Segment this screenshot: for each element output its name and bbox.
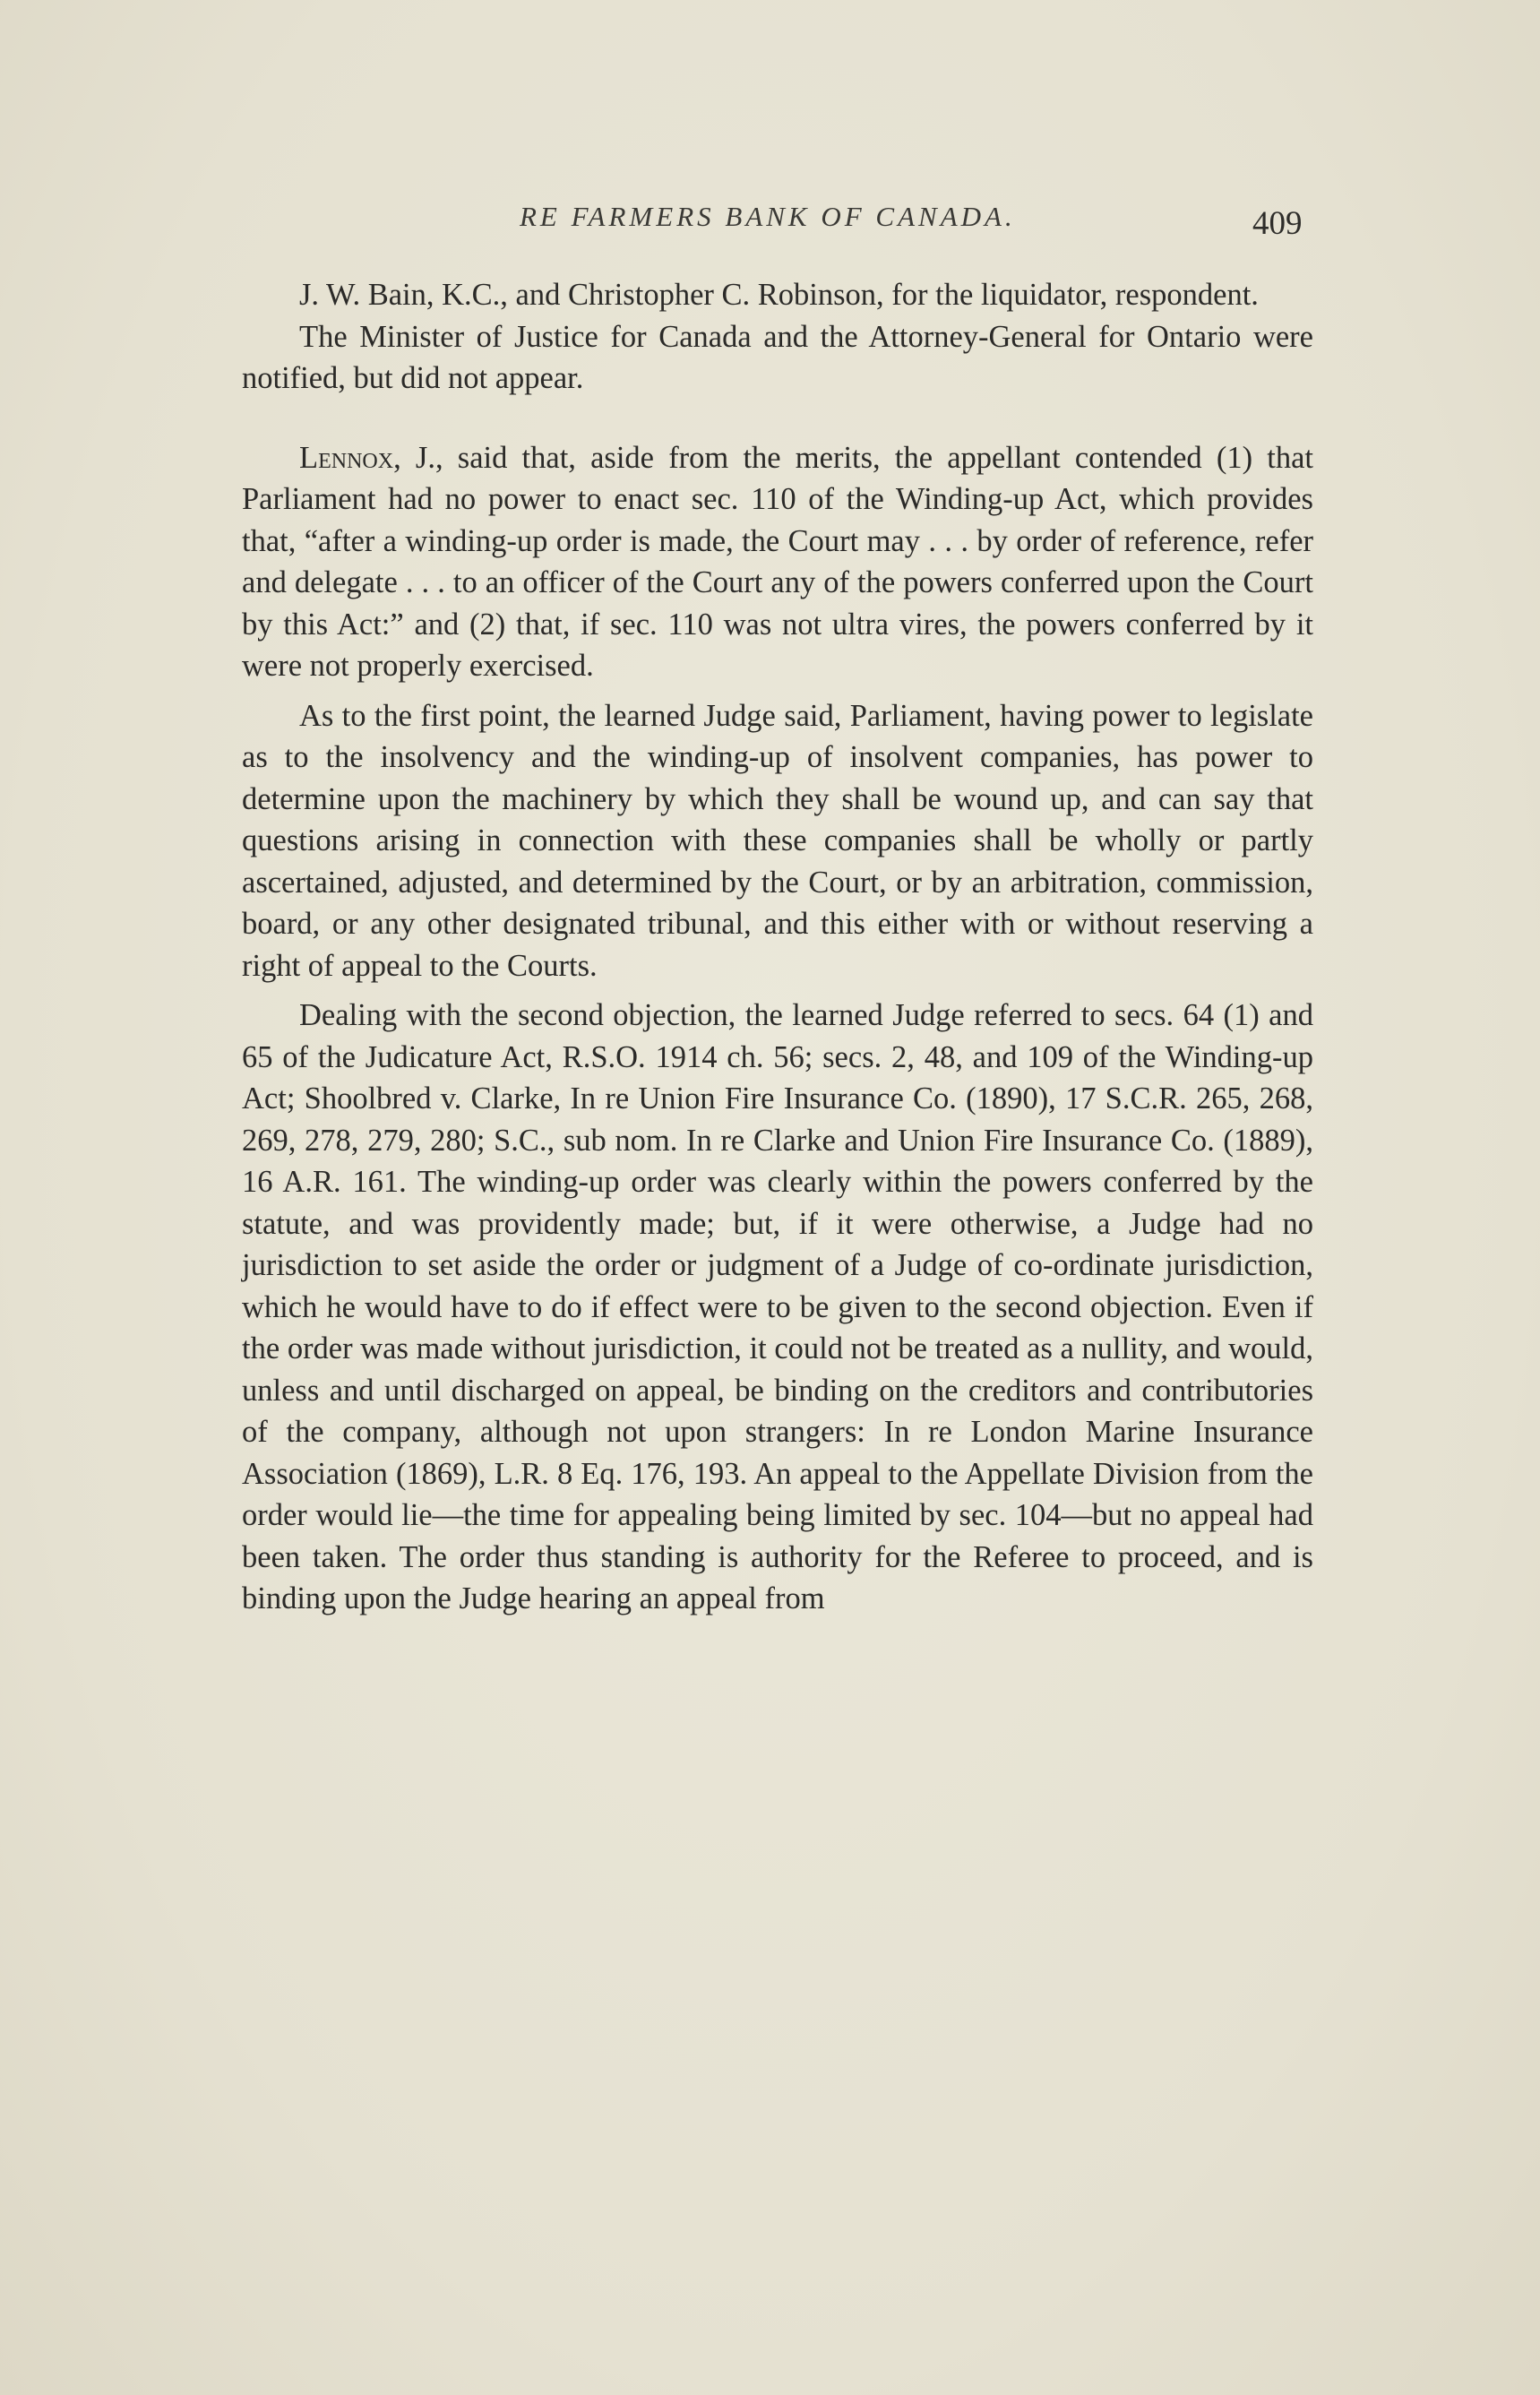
- judge-name: Lennox: [299, 440, 394, 475]
- body-text: [242, 274, 1313, 1620]
- second-objection-text: Dealing with the second objection, the learned Judge referred to secs. 64 (1) and 65 of the Judicature Act, R.S.O. 1914 ch. 56; secs. 2, 48, and 109 of the Winding-up Act; Shoolbred v. Clarke, In re Union Fire Insurance Co. (1890), 17 S.C.R. 265, 268, 269, 278, 279, 280; S.C., sub nom. In re Clarke and Union Fire Insurance Co. (1889), 16 A.R. 161. The winding-up order was clearly within the powers conferred by the statute, and was providently made; but, if it were otherwise, a Judge had no jurisdiction to set aside the order or judgment of a Judge of co-ordinate jurisdiction, which he would have to do if effect were to be given to the second objection. Even if the order was made without jurisdiction, it could not be treated as a nullity, and would, unless and until discharged on appeal, be binding on the creditors and contributories of the company, although not upon strangers: In re London Marine Insurance Association (1869), L.R. 8 Eq. 176, 193. An appeal to the Appellate Division from the order would lie—the time for appealing being limited by sec. 104—but no appeal had been taken. The order thus standing is authority for the Referee to proceed, and is binding upon the Judge hearing an appeal from: [242, 998, 1313, 1615]
- running-head: [0, 192, 1540, 242]
- running-title: RE FARMERS BANK OF CANADA.: [520, 201, 1016, 232]
- judgment-opening-text: , J., said that, aside from the merits, the appellant contended (1) that Parliament had no power to enact sec. 110 of the Winding-up Act, which provides that, “after a winding-up order is made, the Court may . . . by order of reference, refer and delegate . . . to an officer of the Court any of the powers conferred upon the Court by this Act:” and (2) that, if sec. 110 was not ultra vires, the powers conferred by it were not properly exercised.: [242, 440, 1313, 683]
- first-point-paragraph: [242, 695, 1313, 987]
- first-point-text: As to the first point, the learned Judge said, Parliament, having power to legislate as to the insolvency and the winding-up of insolvent companies, has power to determine upon the machinery by which they shall be wound up, and can say that questions arising in connection with these companies shall be wholly or partly ascertained, adjusted, and determined by the Court, or by an arbitration, commission, board, or any other designated tribunal, and this either with or without reserving a right of appeal to the Courts.: [242, 698, 1313, 983]
- notice-paragraph: [242, 316, 1313, 400]
- counsel-text: J. W. Bain, K.C., and Christopher C. Robinson, for the liquidator, respondent.: [299, 278, 1259, 312]
- notice-text: The Minister of Justice for Canada and the Attorney-General for Ontario were notified, but did not appear.: [242, 319, 1313, 395]
- page-number: 409: [1252, 205, 1303, 242]
- judgment-opening-paragraph: [242, 437, 1313, 687]
- second-objection-paragraph: [242, 995, 1313, 1620]
- counsel-paragraph: [242, 274, 1313, 316]
